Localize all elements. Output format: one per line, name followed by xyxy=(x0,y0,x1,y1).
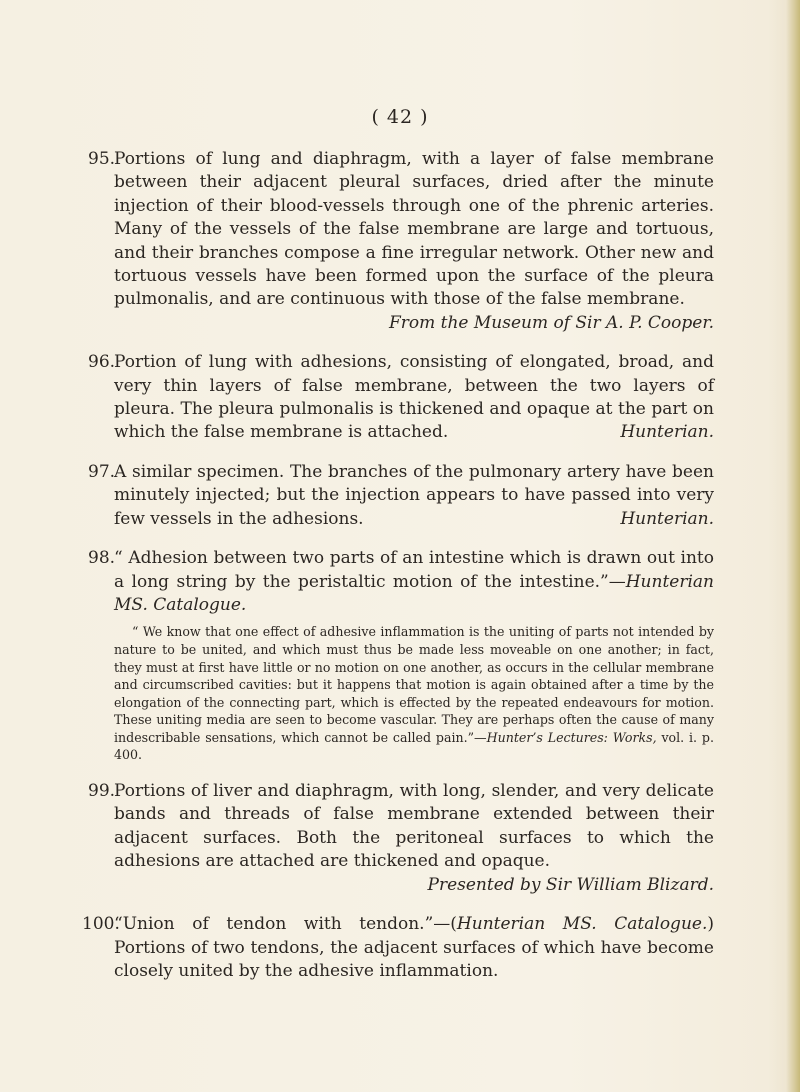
entry-source: Hunterian. xyxy=(620,422,714,443)
entry-number: 99. xyxy=(88,781,116,802)
catalogue-entry-99 xyxy=(88,780,714,897)
entry-source: Hunterian. xyxy=(620,508,714,529)
entry-number: 98. xyxy=(88,548,116,569)
entry-source: Presented by Sir William Blizard. xyxy=(427,874,714,895)
entry-source-inline: Hunterian MS. Catalogue. xyxy=(456,914,708,935)
entry-source: From the Museum of Sir A. P. Cooper. xyxy=(388,312,714,333)
catalogue-entry-98 xyxy=(88,547,714,764)
catalogue-entry-97 xyxy=(88,461,714,531)
catalogue-entry-95 xyxy=(88,148,714,335)
entry-text-end: ) Portions of two tendons, the adjacent surfaces of which have become closely united by the adhesive inflammation. xyxy=(114,914,714,981)
quotation-source: Hunter’s Lectures: Works, xyxy=(486,729,657,745)
entry-text: Portion of lung with adhesions, consisting of elongated, broad, and very thin layers of false membrane, between the two layers of pleura. The pleura pulmonalis is thickened and opaque at the part on which the false membrane is attached. xyxy=(114,352,714,443)
quotation-reference: vol. i. p. 400. xyxy=(114,729,714,763)
catalogue-entry-96 xyxy=(88,351,714,445)
entry-source-inline: Hunterian MS. Catalogue. xyxy=(114,571,714,615)
entry-text-start: “Union of tendon with tendon.”—( xyxy=(114,914,457,935)
entry-number: 95. xyxy=(88,149,116,169)
entry-number: 96. xyxy=(88,352,116,373)
entry-text: “ Adhesion between two parts of an intestine which is drawn out into a long string by the peristaltic motion of the intestine.”— xyxy=(114,548,714,592)
page-content xyxy=(82,148,714,999)
quotation-text: “ We know that one effect of adhesive inflammation is the uniting of parts not intended by nature to be united, and which must thus be made less moveable on one another; in fact, they must at first have little or no motion on one another, as occurs in the cellular membrane and circumscribed cavities: but it happens that motion is again obtained after a time by the elongation of the connecting part, which is effected by the repeated endeavours for motion. These uniting media are seen to become vascular. They are perhaps often the cause of many indescribable sensations, which cannot be called pain.”— xyxy=(114,624,714,745)
entry-number: 100. xyxy=(82,914,120,935)
entry-text: Portions of liver and diaphragm, with long, slender, and very delicate bands and threads of false membrane extended between their adjacent surfaces. Both the peritoneal surfaces to which the adhesions are attached are thickened and opaque. xyxy=(114,781,714,872)
entry-text: Portions of lung and diaphragm, with a layer of false membrane between their adjacent pleural surfaces, dried after the minute injection of their blood-vessels through one of the phrenic arteries. Many of the vessels of the false membrane are large and tortuous, and their branches compose a fine irregular network. Other new and tortuous vessels have been formed upon the surface of the pleura pulmonalis, and are continuous with those of the false membrane. xyxy=(114,149,714,310)
hunter-quotation xyxy=(114,623,714,764)
page-edge-shadow xyxy=(786,0,800,1092)
catalogue-entry-100 xyxy=(82,913,714,983)
entry-number: 97. xyxy=(88,461,116,482)
page-number: ( 42 ) xyxy=(371,106,429,128)
entry-text: A similar specimen. The branches of the pulmonary artery have been minutely injected; but the injection appears to have passed into very few vessels in the adhesions. xyxy=(114,461,714,529)
